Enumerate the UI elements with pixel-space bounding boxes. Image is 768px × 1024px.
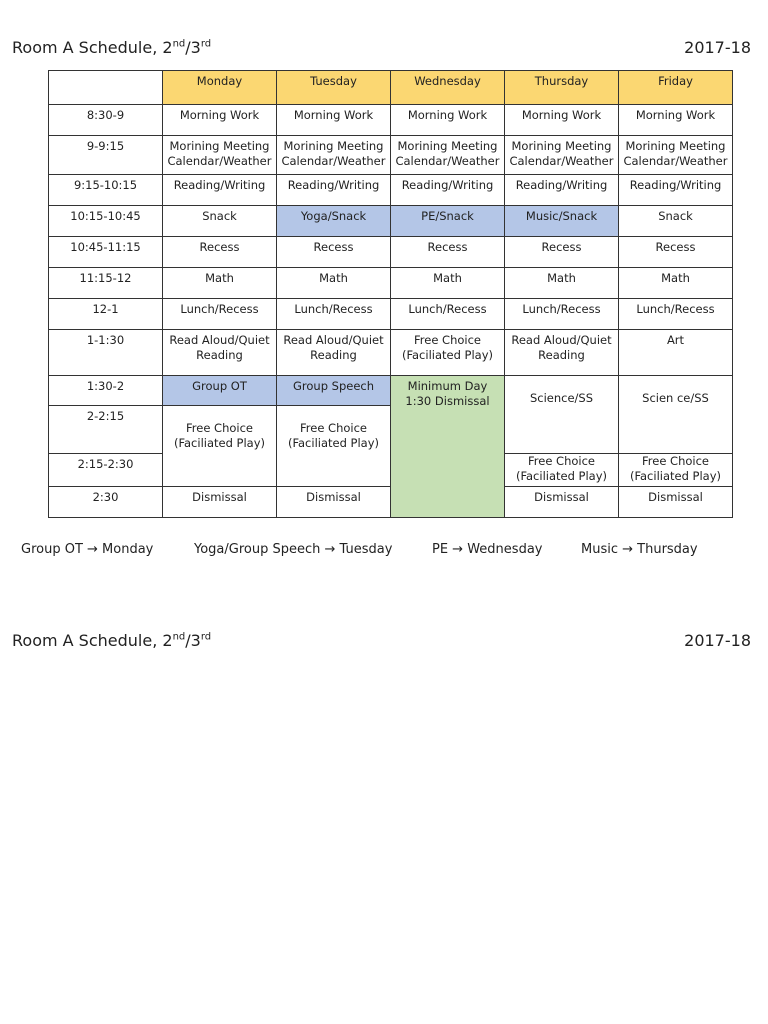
activity-cell: Free Choice (Faciliated Play): [391, 330, 505, 376]
activity-cell: Morining Meeting Calendar/Weather: [163, 136, 277, 175]
time-cell: 1-1:30: [49, 330, 163, 376]
activity-cell: Scien ce/SS: [619, 376, 733, 454]
activity-cell: Group Speech: [277, 376, 391, 406]
time-cell: 2:15-2:30: [49, 454, 163, 487]
activity-cell: Dismissal: [277, 487, 391, 518]
legend-item-music: Music → Thursday: [581, 541, 698, 557]
activity-cell: Recess: [391, 237, 505, 268]
activity-cell: PE/Snack: [391, 206, 505, 237]
legend-item-ot: Group OT → Monday: [21, 541, 154, 557]
activity-cell: Math: [619, 268, 733, 299]
activity-cell: Recess: [277, 237, 391, 268]
activity-cell: Lunch/Recess: [619, 299, 733, 330]
activity-cell: Snack: [163, 206, 277, 237]
table-row: [49, 105, 733, 136]
schedule-header: [12, 34, 751, 60]
activity-cell: Read Aloud/Quiet Reading: [163, 330, 277, 376]
activity-cell: Recess: [619, 237, 733, 268]
activity-cell: Morning Work: [163, 105, 277, 136]
day-header-tuesday: Tuesday: [277, 71, 391, 105]
activity-cell: Recess: [163, 237, 277, 268]
schedule-title-2: Room A Schedule, 2nd/3rd: [12, 630, 212, 650]
table-row: [49, 206, 733, 237]
table-row: [49, 330, 733, 376]
school-year: 2017-18: [684, 37, 751, 57]
activity-cell: Lunch/Recess: [391, 299, 505, 330]
time-cell: 10:15-10:45: [49, 206, 163, 237]
activity-cell: Free Choice (Faciliated Play): [505, 454, 619, 487]
table-header-row: [49, 71, 733, 105]
activity-cell: Yoga/Snack: [277, 206, 391, 237]
schedule-header-2: [12, 627, 751, 653]
activity-cell: Morning Work: [619, 105, 733, 136]
time-cell: 8:30-9: [49, 105, 163, 136]
activity-cell: Reading/Writing: [505, 175, 619, 206]
activity-cell: Morining Meeting Calendar/Weather: [505, 136, 619, 175]
activity-cell: Music/Snack: [505, 206, 619, 237]
activity-cell: Dismissal: [619, 487, 733, 518]
time-cell: 9-9:15: [49, 136, 163, 175]
activity-cell: Reading/Writing: [391, 175, 505, 206]
activity-cell: Art: [619, 330, 733, 376]
activity-cell: Dismissal: [505, 487, 619, 518]
activity-cell: Reading/Writing: [163, 175, 277, 206]
time-header-cell: [49, 71, 163, 105]
table-row: [49, 175, 733, 206]
school-year-2: 2017-18: [684, 630, 751, 650]
activity-cell: Math: [505, 268, 619, 299]
activity-cell: Group OT: [163, 376, 277, 406]
activity-cell: Lunch/Recess: [277, 299, 391, 330]
time-cell: 11:15-12: [49, 268, 163, 299]
legend-item-pe: PE → Wednesday: [432, 541, 543, 557]
activity-cell: Morining Meeting Calendar/Weather: [391, 136, 505, 175]
activity-cell: Snack: [619, 206, 733, 237]
table-row: [49, 136, 733, 175]
activity-cell: Free Choice (Faciliated Play): [277, 406, 391, 487]
table-row: [49, 299, 733, 330]
activity-cell: Morining Meeting Calendar/Weather: [619, 136, 733, 175]
activity-cell: Dismissal: [163, 487, 277, 518]
activity-cell: Read Aloud/Quiet Reading: [505, 330, 619, 376]
activity-cell: Free Choice (Faciliated Play): [163, 406, 277, 487]
time-cell: 12-1: [49, 299, 163, 330]
day-header-monday: Monday: [163, 71, 277, 105]
legend-item-yoga: Yoga/Group Speech → Tuesday: [194, 541, 393, 557]
table-row: [49, 237, 733, 268]
time-cell: 1:30-2: [49, 376, 163, 406]
time-cell: 9:15-10:15: [49, 175, 163, 206]
activity-cell: Lunch/Recess: [163, 299, 277, 330]
time-cell: 10:45-11:15: [49, 237, 163, 268]
activity-cell: Morning Work: [277, 105, 391, 136]
activity-cell: Read Aloud/Quiet Reading: [277, 330, 391, 376]
day-header-wednesday: Wednesday: [391, 71, 505, 105]
activity-cell: Math: [163, 268, 277, 299]
day-header-thursday: Thursday: [505, 71, 619, 105]
activity-cell: Recess: [505, 237, 619, 268]
activity-cell: Science/SS: [505, 376, 619, 454]
time-cell: 2:30: [49, 487, 163, 518]
schedule-table: [48, 70, 733, 518]
activity-cell: Reading/Writing: [619, 175, 733, 206]
day-header-friday: Friday: [619, 71, 733, 105]
activity-cell: Lunch/Recess: [505, 299, 619, 330]
activity-cell: Free Choice (Faciliated Play): [619, 454, 733, 487]
activity-cell: Morning Work: [391, 105, 505, 136]
activity-cell: Reading/Writing: [277, 175, 391, 206]
activity-cell: Math: [277, 268, 391, 299]
activity-cell: Math: [391, 268, 505, 299]
time-cell: 2-2:15: [49, 406, 163, 454]
activity-cell: Morning Work: [505, 105, 619, 136]
schedule-title: Room A Schedule, 2nd/3rd: [12, 37, 212, 57]
table-row: [49, 376, 733, 406]
activity-cell: Morining Meeting Calendar/Weather: [277, 136, 391, 175]
minimum-day-cell: Minimum Day 1:30 Dismissal: [391, 376, 505, 518]
table-row: [49, 268, 733, 299]
